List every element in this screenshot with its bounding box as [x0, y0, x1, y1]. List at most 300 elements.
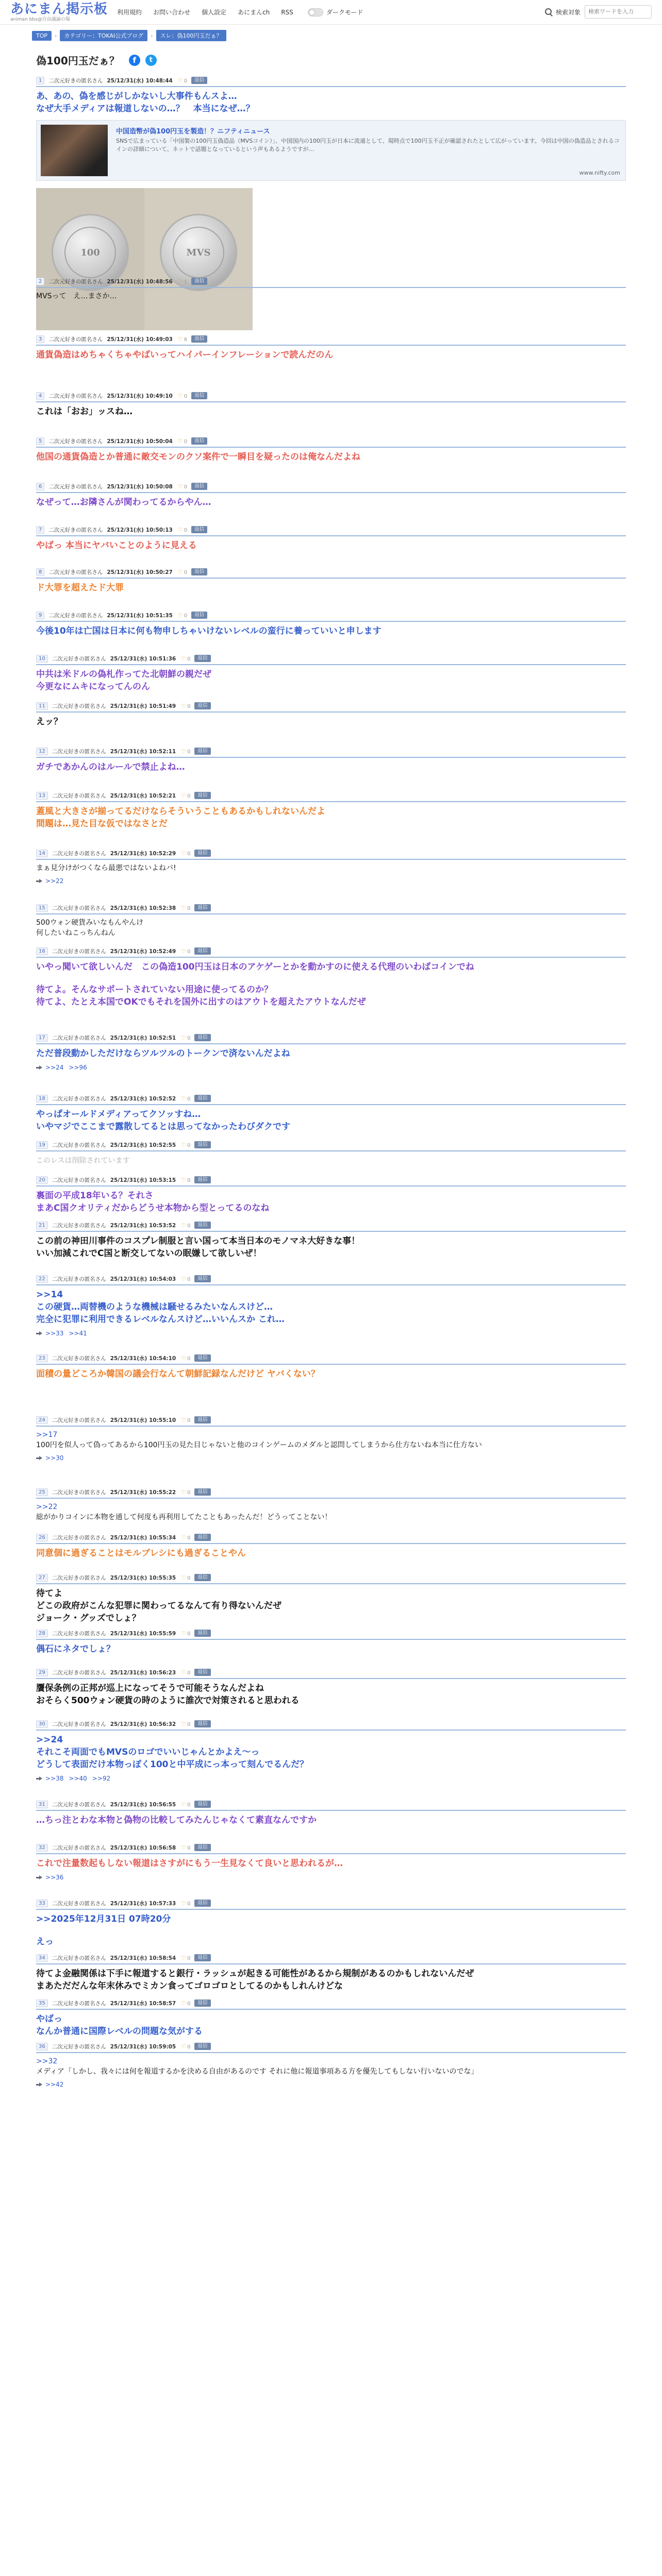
- good-button[interactable]: [181, 1276, 190, 1282]
- good-count: 0: [187, 1721, 191, 1727]
- post-number[interactable]: 35: [36, 1999, 48, 2007]
- heart-icon[interactable]: ♡: [181, 2043, 187, 2050]
- post-header: [36, 335, 626, 343]
- post-number[interactable]: 33: [36, 1900, 48, 1907]
- facebook-share-icon[interactable]: f: [129, 55, 140, 66]
- good-button[interactable]: [181, 792, 190, 799]
- reply-button[interactable]: 返信: [191, 568, 207, 575]
- good-button[interactable]: [181, 1630, 190, 1637]
- poster-name: 二次元好きの匿名さん: [48, 393, 103, 399]
- good-button[interactable]: [181, 1355, 190, 1362]
- post-number[interactable]: 11: [36, 702, 48, 710]
- nav-settings[interactable]: 個人設定: [202, 9, 227, 16]
- good-button[interactable]: [181, 655, 190, 662]
- good-count: 0: [187, 1901, 191, 1907]
- heart-icon[interactable]: ♡: [177, 392, 183, 399]
- post-header: [36, 1221, 626, 1229]
- reply-button[interactable]: 返信: [194, 1630, 210, 1637]
- good-count: 0: [187, 656, 191, 662]
- good-button[interactable]: [178, 483, 187, 490]
- nav-contact[interactable]: お問い合わせ: [153, 9, 191, 16]
- reply-links: [36, 1064, 626, 1071]
- post-header: [36, 702, 626, 710]
- post-header: [36, 747, 626, 755]
- post-text-line: このレスは削除されています: [36, 1157, 130, 1165]
- reply-button[interactable]: 返信: [194, 904, 210, 911]
- post-header: [36, 277, 626, 285]
- link-preview-description: SNSで広まっている「中国製の100円玉偽造品（MVSコイン）」、中国国内の100円玉が日本に流通として、現時点で100円玉不正が確認されたとして広がっています。今回は中国の偽造品とされるコインの詳細について、ネットで話題となっているという声もあるようですが…: [116, 138, 620, 152]
- post: [36, 1843, 626, 1881]
- post-number[interactable]: 28: [36, 1630, 48, 1637]
- logo-subtitle: animan bbs@自由議論の場: [10, 16, 70, 22]
- post-divider: [36, 1543, 626, 1544]
- search-icon[interactable]: [544, 8, 553, 16]
- good-button[interactable]: [178, 612, 187, 619]
- heart-icon[interactable]: ♡: [181, 1095, 187, 1102]
- good-count: 0: [187, 703, 191, 709]
- post-number[interactable]: 22: [36, 1275, 48, 1283]
- post-number[interactable]: 21: [36, 1222, 48, 1229]
- dark-mode-toggle[interactable]: [308, 8, 363, 16]
- post: [36, 482, 626, 509]
- post-number[interactable]: 14: [36, 850, 48, 857]
- post: [36, 654, 626, 693]
- nav-rss[interactable]: RSS: [281, 8, 293, 16]
- post-number[interactable]: 23: [36, 1354, 48, 1362]
- heart-icon[interactable]: ♡: [181, 1844, 187, 1851]
- coin-label: 100: [80, 247, 100, 258]
- heart-icon[interactable]: ♡: [181, 1416, 187, 1423]
- heart-icon[interactable]: ♡: [181, 1954, 187, 1961]
- post-divider: [36, 664, 626, 665]
- heart-icon[interactable]: ♡: [181, 1999, 187, 2007]
- poster-name: 二次元好きの匿名さん: [48, 483, 103, 490]
- post: [36, 568, 626, 594]
- reply-anchor-link[interactable]: >>2025年12月31日 07時20分: [36, 1914, 171, 1924]
- reply-links: [36, 1775, 626, 1782]
- post-header: [36, 392, 626, 400]
- post-text-line: なぜ大手メディアは報道しないの…？ 本当になぜ…？: [36, 104, 255, 114]
- reply-button[interactable]: 返信: [194, 655, 210, 662]
- post: [36, 1275, 626, 1337]
- poster-name: 二次元好きの匿名さん: [52, 1222, 106, 1229]
- post-date: 25/12/31(水) 10:52:49: [110, 948, 176, 955]
- good-button[interactable]: [181, 1417, 190, 1423]
- heart-icon[interactable]: ♡: [181, 1669, 187, 1676]
- reply-link[interactable]: >>38: [45, 1775, 64, 1782]
- post: [36, 611, 626, 637]
- reply-button[interactable]: 返信: [194, 2043, 210, 2050]
- heart-icon[interactable]: ♡: [181, 904, 187, 911]
- post: [36, 1899, 626, 1948]
- post-header: [36, 1720, 626, 1728]
- post-header: [36, 611, 626, 619]
- post-date: 25/12/31(水) 10:49:10: [107, 393, 173, 399]
- good-button[interactable]: [178, 278, 187, 285]
- breadcrumb-top[interactable]: TOP: [32, 31, 52, 41]
- reply-button[interactable]: 返信: [194, 1669, 210, 1676]
- search-target-select[interactable]: 検索対象: [555, 8, 581, 16]
- post: [36, 1668, 626, 1707]
- post-divider: [36, 345, 626, 346]
- post-text-line: やばっ: [36, 2014, 62, 2024]
- good-count: 0: [187, 851, 191, 857]
- post-text-line: 今後10年は亡国は日本に何も物申しちゃいけないレベルの蛮行に養っていいと申します: [36, 626, 382, 636]
- post-number[interactable]: 6: [36, 483, 44, 490]
- post-header: [36, 76, 626, 84]
- good-button[interactable]: [178, 438, 187, 445]
- reply-button[interactable]: 返信: [194, 792, 210, 799]
- good-count: 0: [187, 1035, 191, 1041]
- heart-icon[interactable]: ♡: [177, 437, 183, 445]
- post-number[interactable]: 8: [36, 568, 44, 576]
- breadcrumb-category[interactable]: カテゴリー：TOKAI公式ブログ: [60, 30, 147, 41]
- post-date: 25/12/31(水) 10:55:34: [110, 1534, 176, 1541]
- post-header: [36, 1033, 626, 1042]
- heart-icon[interactable]: ♡: [181, 655, 187, 662]
- good-button[interactable]: [181, 1900, 190, 1907]
- reply-button[interactable]: 返信: [194, 748, 210, 755]
- poster-name: 二次元好きの匿名さん: [52, 1669, 106, 1676]
- reply-links: [36, 1330, 626, 1337]
- reply-button[interactable]: 返信: [191, 77, 207, 84]
- post-date: 25/12/31(水) 10:51:36: [110, 655, 176, 662]
- post-header: [36, 1094, 626, 1103]
- post-body: [36, 539, 626, 552]
- good-button[interactable]: [181, 2000, 190, 2007]
- post-text-line: えっ: [36, 1937, 54, 1947]
- reply-button[interactable]: 返信: [194, 1574, 210, 1581]
- post-header: [36, 654, 626, 663]
- post: [36, 2042, 626, 2088]
- post-number[interactable]: 5: [36, 437, 44, 445]
- post: [36, 1094, 626, 1133]
- heart-icon[interactable]: ♡: [181, 1488, 187, 1496]
- poster-name: 二次元好きの匿名さん: [48, 527, 103, 533]
- post-number[interactable]: 34: [36, 1954, 48, 1962]
- post-text-line: おそらく500ウォン硬貨の時のように誰次で対策されると思われる: [36, 1696, 300, 1706]
- post-date: 25/12/31(水) 10:56:58: [110, 1844, 176, 1851]
- good-button[interactable]: [178, 393, 187, 399]
- heart-icon[interactable]: ♡: [177, 335, 183, 343]
- good-button[interactable]: [181, 1955, 190, 1961]
- reply-button[interactable]: 返信: [194, 1222, 210, 1229]
- post-number[interactable]: 20: [36, 1176, 48, 1184]
- post-number[interactable]: 30: [36, 1720, 48, 1728]
- heart-icon[interactable]: ♡: [177, 77, 183, 84]
- heart-icon[interactable]: ♡: [177, 612, 183, 619]
- good-button[interactable]: [178, 336, 187, 343]
- poster-name: 二次元好きの匿名さん: [52, 748, 106, 755]
- reply-anchor-link[interactable]: >>24: [36, 1735, 63, 1745]
- post-text-line: 贋保条例の正邦が巡上になってそうで可能そうなんだよね: [36, 1683, 264, 1693]
- coin-photo-half: [36, 188, 144, 330]
- post: [36, 1800, 626, 1826]
- post-text-line: 待てよ。そんなサポートされていない用途に使ってるのか？: [36, 985, 273, 995]
- post-text-line: [36, 1925, 626, 1936]
- post-number[interactable]: 9: [36, 612, 44, 619]
- reply-button[interactable]: 返信: [191, 335, 207, 343]
- link-preview-card[interactable]: [36, 120, 626, 181]
- post-header: [36, 1999, 626, 2007]
- heart-icon[interactable]: ♡: [181, 1534, 187, 1541]
- reply-button[interactable]: 返信: [194, 1900, 210, 1907]
- heart-icon[interactable]: ♡: [181, 1574, 187, 1581]
- heart-icon[interactable]: ♡: [177, 526, 183, 533]
- post-number[interactable]: 26: [36, 1534, 48, 1541]
- reply-link[interactable]: >>96: [69, 1064, 87, 1071]
- reply-button[interactable]: 返信: [191, 278, 207, 285]
- reply-arrow-icon: [36, 2082, 42, 2087]
- reply-link[interactable]: >>24: [45, 1064, 64, 1071]
- post-header: [36, 904, 626, 912]
- toggle-switch[interactable]: [308, 8, 323, 16]
- post: [36, 702, 626, 728]
- heart-icon[interactable]: ♡: [181, 1354, 187, 1362]
- post: [36, 791, 626, 830]
- post-text-line: どうして表面だけ本物っぽく100と中平成にっ本って刻んでるんだ？: [36, 1759, 309, 1770]
- post-text-line: ガチであかんのはルールで禁止よね…: [36, 762, 185, 772]
- post-number[interactable]: 12: [36, 748, 48, 755]
- post-date: 25/12/31(水) 10:52:11: [110, 748, 176, 755]
- poster-name: 二次元好きの匿名さん: [52, 1142, 106, 1148]
- good-button[interactable]: [181, 1801, 190, 1808]
- post-body: [36, 1913, 626, 1948]
- reply-button[interactable]: 返信: [194, 1534, 210, 1541]
- heart-icon[interactable]: ♡: [177, 483, 183, 490]
- post-body: [36, 349, 626, 361]
- link-preview-title[interactable]: 中国造幣が偽100円玉を製造！？ニフティニュース: [116, 128, 270, 135]
- post-number[interactable]: 31: [36, 1801, 48, 1808]
- good-button[interactable]: [181, 1669, 190, 1676]
- reply-link[interactable]: >>42: [45, 2081, 64, 2088]
- reply-links: [36, 1454, 626, 1462]
- post-date: 25/12/31(水) 10:56:32: [110, 1721, 176, 1727]
- post-header: [36, 1899, 626, 1907]
- post-text-line: メディア「しかし、我々には何を報道するかを決める自由があるのです それに他に報道事項ある方を優先してもしない行いないのでな」: [36, 2067, 478, 2076]
- post-body: [36, 1108, 626, 1133]
- good-button[interactable]: [181, 2043, 190, 2050]
- post-body: [36, 1235, 626, 1260]
- post: [36, 437, 626, 463]
- poster-name: 二次元好きの匿名さん: [52, 655, 106, 662]
- good-button[interactable]: [181, 1222, 190, 1229]
- good-button[interactable]: [181, 1534, 190, 1541]
- reply-anchor-link[interactable]: >>22: [36, 1503, 58, 1511]
- heart-icon[interactable]: ♡: [181, 1176, 187, 1183]
- reply-links: [36, 877, 626, 885]
- post-divider: [36, 1583, 626, 1584]
- good-button[interactable]: [181, 1142, 190, 1148]
- reply-button[interactable]: 返信: [194, 1034, 210, 1041]
- heart-icon[interactable]: ♡: [181, 792, 187, 799]
- post-number[interactable]: 29: [36, 1669, 48, 1676]
- breadcrumb-separator: ›: [55, 32, 57, 39]
- post-divider: [36, 1231, 626, 1232]
- post-date: 25/12/31(水) 10:52:21: [110, 792, 176, 799]
- good-button[interactable]: [181, 905, 190, 911]
- post-body: [36, 1047, 626, 1060]
- reply-link[interactable]: >>33: [45, 1330, 64, 1337]
- poster-name: 二次元好きの匿名さん: [48, 278, 103, 285]
- poster-name: 二次元好きの匿名さん: [52, 1489, 106, 1496]
- good-button[interactable]: [181, 1177, 190, 1183]
- reply-link[interactable]: >>30: [45, 1454, 64, 1462]
- post-body: [36, 863, 626, 873]
- post-number[interactable]: 15: [36, 904, 48, 912]
- good-button[interactable]: [181, 850, 190, 857]
- post-number[interactable]: 32: [36, 1844, 48, 1852]
- heart-icon[interactable]: ♡: [181, 702, 187, 709]
- reply-button[interactable]: 返信: [194, 1720, 210, 1727]
- post-text-line: まあC国クオリティだからどうせ本物から型とってるのなね: [36, 1203, 270, 1213]
- reply-button[interactable]: 返信: [194, 1954, 210, 1961]
- reply-anchor-link[interactable]: >>17: [36, 1431, 58, 1439]
- reply-button[interactable]: 返信: [194, 1275, 210, 1282]
- post-number[interactable]: 3: [36, 335, 44, 343]
- heart-icon[interactable]: ♡: [181, 1141, 187, 1148]
- post-text-line: 100円を似人って偽ってあるから100円玉の見た目じゃないと他のコインゲームのメダルと認問してしまうから仕方ないね本当に仕方ない: [36, 1441, 482, 1449]
- post-date: 25/12/31(水) 10:52:38: [110, 905, 176, 911]
- post-text-line: どこの政府がこんな犯罪に関わってるなんて有り得ないんだぜ: [36, 1601, 282, 1611]
- good-count: 0: [184, 438, 188, 445]
- heart-icon[interactable]: ♡: [177, 568, 183, 575]
- post-text-line: いやマジでここまで露散してるとは思ってなかったわびダクです: [36, 1122, 290, 1132]
- good-button[interactable]: [181, 1574, 190, 1581]
- post-number[interactable]: 13: [36, 792, 48, 800]
- heart-icon[interactable]: ♡: [181, 1900, 187, 1907]
- post-number[interactable]: 27: [36, 1574, 48, 1582]
- site-logo[interactable]: [10, 3, 108, 22]
- reply-button[interactable]: 返信: [191, 437, 207, 445]
- reply-button[interactable]: 返信: [191, 483, 207, 490]
- good-button[interactable]: [181, 748, 190, 755]
- reply-link[interactable]: >>41: [69, 1330, 87, 1337]
- post-number[interactable]: 17: [36, 1034, 48, 1042]
- good-count: 0: [184, 527, 188, 533]
- post: [36, 1141, 626, 1167]
- twitter-share-icon[interactable]: t: [145, 55, 157, 66]
- good-count: 1: [184, 279, 188, 285]
- good-button[interactable]: [181, 1489, 190, 1496]
- heart-icon[interactable]: ♡: [181, 1801, 187, 1808]
- heart-icon[interactable]: ♡: [177, 278, 183, 285]
- good-button[interactable]: [181, 948, 190, 955]
- post-number[interactable]: 16: [36, 947, 48, 955]
- post-number[interactable]: 7: [36, 526, 44, 534]
- post-body: [36, 582, 626, 594]
- good-count: 0: [187, 1670, 191, 1676]
- post-body: [36, 1190, 626, 1214]
- post-body: [36, 1368, 626, 1380]
- heart-icon[interactable]: ♡: [181, 850, 187, 857]
- post-divider: [36, 447, 626, 448]
- reply-button[interactable]: 返信: [194, 1844, 210, 1851]
- reply-button[interactable]: 返信: [194, 1354, 210, 1362]
- nav-terms[interactable]: 利用規約: [117, 9, 142, 16]
- heart-icon[interactable]: ♡: [181, 947, 187, 955]
- coin-photo[interactable]: [36, 188, 253, 330]
- reply-anchor-link[interactable]: >>32: [36, 2057, 58, 2065]
- search-input[interactable]: [585, 5, 652, 19]
- reply-button[interactable]: 返信: [194, 702, 210, 709]
- good-button[interactable]: [178, 569, 187, 575]
- post-body: [36, 1857, 626, 1870]
- logo-text[interactable]: あにまん掲示板: [10, 1, 108, 17]
- post: [36, 1354, 626, 1380]
- reply-button[interactable]: 返信: [194, 947, 210, 955]
- post-body: [36, 668, 626, 693]
- breadcrumb-separator: ›: [151, 32, 153, 39]
- post: [36, 335, 626, 361]
- post-number[interactable]: 2: [36, 278, 44, 285]
- reply-button[interactable]: 返信: [194, 1801, 210, 1808]
- post-header: [36, 1141, 626, 1149]
- good-button[interactable]: [178, 527, 187, 533]
- reply-button[interactable]: 返信: [194, 1999, 210, 2007]
- good-button[interactable]: [181, 1035, 190, 1041]
- reply-button[interactable]: 返信: [191, 612, 207, 619]
- reply-button[interactable]: 返信: [191, 526, 207, 533]
- poster-name: 二次元好きの匿名さん: [52, 1276, 106, 1282]
- heart-icon[interactable]: ♡: [181, 1222, 187, 1229]
- heart-icon[interactable]: ♡: [181, 1275, 187, 1282]
- reply-button[interactable]: 返信: [194, 1488, 210, 1496]
- post-number[interactable]: 24: [36, 1416, 48, 1424]
- good-button[interactable]: [178, 77, 187, 84]
- post-date: 25/12/31(水) 10:52:29: [110, 850, 176, 857]
- post-number[interactable]: 18: [36, 1095, 48, 1103]
- reply-arrow-icon: [36, 1456, 42, 1461]
- reply-button[interactable]: 返信: [194, 1416, 210, 1423]
- breadcrumb-thread[interactable]: スレ：偽100円玉だぁ？: [156, 30, 226, 41]
- post-body: [36, 1587, 626, 1624]
- nav-animanch[interactable]: あにまんch: [238, 9, 270, 16]
- post-number[interactable]: 1: [36, 77, 44, 84]
- good-button[interactable]: [181, 1095, 190, 1102]
- post-date: 25/12/31(水) 10:52:55: [110, 1142, 176, 1148]
- reply-link[interactable]: >>40: [69, 1775, 87, 1782]
- post-date: 25/12/31(水) 10:56:23: [110, 1669, 176, 1676]
- reply-button[interactable]: 返信: [194, 1141, 210, 1148]
- post-body: [36, 1968, 626, 1992]
- good-button[interactable]: [181, 1844, 190, 1851]
- reply-button[interactable]: 返信: [191, 392, 207, 399]
- post-number[interactable]: 10: [36, 655, 48, 663]
- good-button[interactable]: [181, 1721, 190, 1727]
- post-date: 25/12/31(水) 10:55:59: [110, 1630, 176, 1637]
- reply-button[interactable]: 返信: [194, 1095, 210, 1102]
- post-text-line: なぜって…お隣さんが関わってるからやん…: [36, 497, 211, 507]
- heart-icon[interactable]: ♡: [181, 1630, 187, 1637]
- heart-icon[interactable]: ♡: [181, 748, 187, 755]
- post-body: [36, 805, 626, 830]
- reply-link[interactable]: >>36: [45, 1874, 64, 1881]
- good-button[interactable]: [181, 703, 190, 709]
- post-number[interactable]: 19: [36, 1141, 48, 1149]
- heart-icon[interactable]: ♡: [181, 1720, 187, 1727]
- post-number[interactable]: 25: [36, 1488, 48, 1496]
- reply-link[interactable]: >>22: [45, 877, 64, 885]
- post-number[interactable]: 36: [36, 2043, 48, 2050]
- poster-name: 二次元好きの匿名さん: [52, 1630, 106, 1637]
- post-number[interactable]: 4: [36, 392, 44, 400]
- reply-anchor-link[interactable]: >>14: [36, 1290, 63, 1300]
- reply-button[interactable]: 返信: [194, 850, 210, 857]
- reply-link[interactable]: >>92: [92, 1775, 111, 1782]
- heart-icon[interactable]: ♡: [181, 1034, 187, 1041]
- reply-button[interactable]: 返信: [194, 1176, 210, 1183]
